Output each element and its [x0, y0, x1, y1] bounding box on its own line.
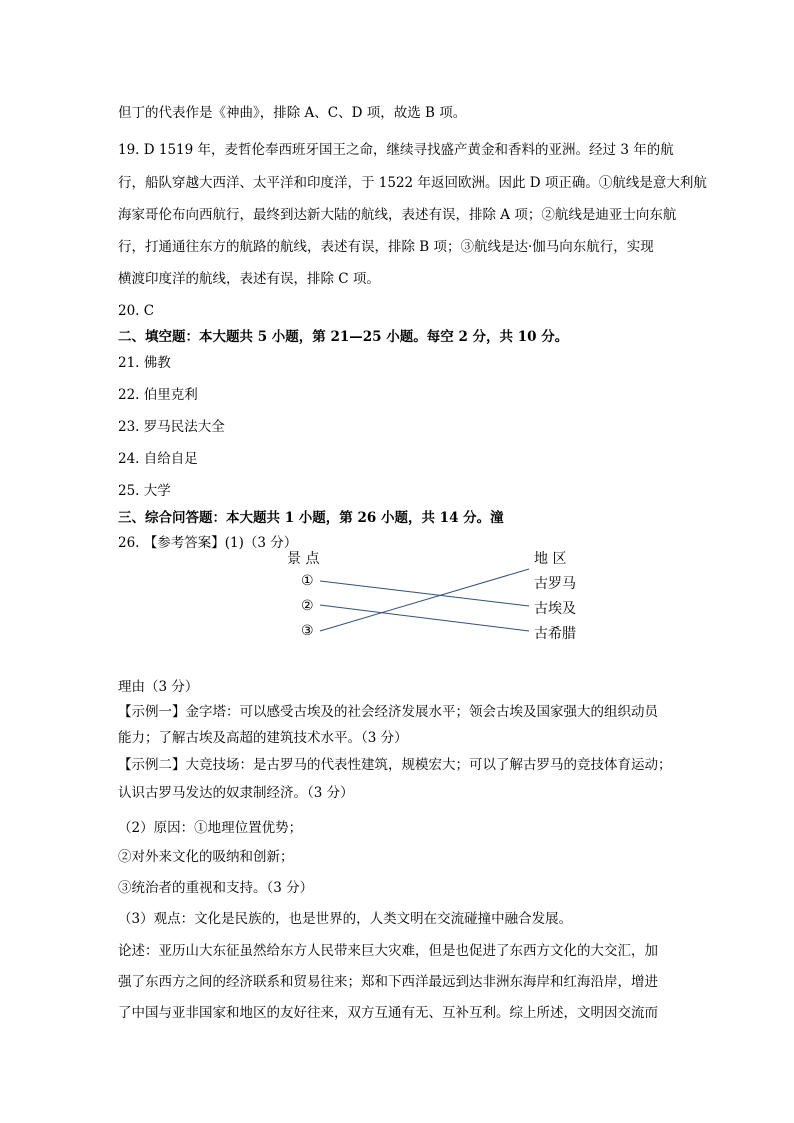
text-line: 海家哥伦布向西航行，最终到达新大陆的航线，表述有误，排除 A 项；②航线是迪亚士向东航 [118, 207, 677, 223]
matching-diagram [270, 540, 610, 650]
text-line: 22. 伯里克利 [118, 387, 198, 403]
text-line: 了中国与亚非国家和地区的友好往来，双方互通有无、互补互利。综上所述，文明因交流而 [118, 1005, 658, 1021]
text-line: 19. D 1519 年，麦哲伦奉西班牙国王之命，继续寻找盛产黄金和香料的亚洲。经过 3 年的航 [118, 142, 674, 158]
text-line: 23. 罗马民法大全 [118, 419, 225, 435]
text-line: （3）观点：文化是民族的，也是世界的，人类文明在交流碰撞中融合发展。 [118, 911, 573, 927]
section-heading: 三、综合问答题：本大题共 1 小题，第 26 小题，共 14 分。潼 [118, 510, 504, 526]
region-label: 古希腊 [534, 626, 576, 642]
text-line: 强了东西方之间的经济联系和贸易往来；郑和下西洋最远到达非洲东海岸和红海沿岸，增进 [118, 974, 658, 990]
match-line [320, 581, 529, 606]
text-line: 24. 自给自足 [118, 451, 198, 467]
section-heading: 二、填空题：本大题共 5 小题，第 21—25 小题。每空 2 分，共 10 分。 [118, 329, 569, 345]
region-label: 古埃及 [534, 601, 576, 617]
text-line: ②对外来文化的吸纳和创新； [118, 849, 294, 865]
text-line: 行，打通通往东方的航路的航线，表述有误，排除 B 项；③航线是达·伽马向东航行，实现 [118, 239, 654, 255]
right-header: 地 区 [534, 551, 567, 567]
text-line: 能力；了解古埃及高超的建筑技术水平。（3 分） [118, 730, 408, 746]
match-line [320, 569, 529, 631]
text-line: 【示例一】金字塔：可以感受古埃及的社会经济发展水平；领会古埃及国家强大的组织动员 [118, 704, 658, 720]
text-line: 论述：亚历山大东征虽然给东方人民带来巨大灾难，但是也促进了东西方文化的大交汇，加 [118, 943, 658, 959]
text-line: 行，船队穿越大西洋、太平洋和印度洋，于 1522 年返回欧洲。因此 D 项正确。①航线是意大利航 [118, 175, 707, 191]
text-line: 20. C [118, 303, 155, 319]
text-line: 认识古罗马发达的奴隶制经济。（3 分） [118, 785, 354, 801]
left-header: 景 点 [287, 551, 320, 567]
text-line: （2）原因：①地理位置优势； [118, 820, 303, 836]
matching-lines [270, 540, 610, 650]
text-line: 横渡印度洋的航线，表述有误，排除 C 项。 [118, 271, 380, 287]
site-label: ② [301, 598, 314, 614]
region-label: 古罗马 [534, 576, 576, 592]
text-line: 【示例二】大竞技场：是古罗马的代表性建筑，规模宏大；可以了解古罗马的竞技体育运动； [118, 757, 672, 773]
text-line: ③统治者的重视和支持。（3 分） [118, 880, 314, 896]
text-line: 25. 大学 [118, 483, 171, 499]
text-line: 但丁的代表作是《神曲》，排除 A、C、D 项，故选 B 项。 [118, 105, 467, 121]
site-label: ① [301, 573, 314, 589]
text-line: 21. 佛教 [118, 355, 171, 371]
match-line [320, 605, 529, 631]
site-label: ③ [301, 623, 314, 639]
text-line: 理由（3 分） [118, 679, 199, 695]
text-line: 26. 【参考答案】(1)（3 分） [118, 535, 298, 551]
